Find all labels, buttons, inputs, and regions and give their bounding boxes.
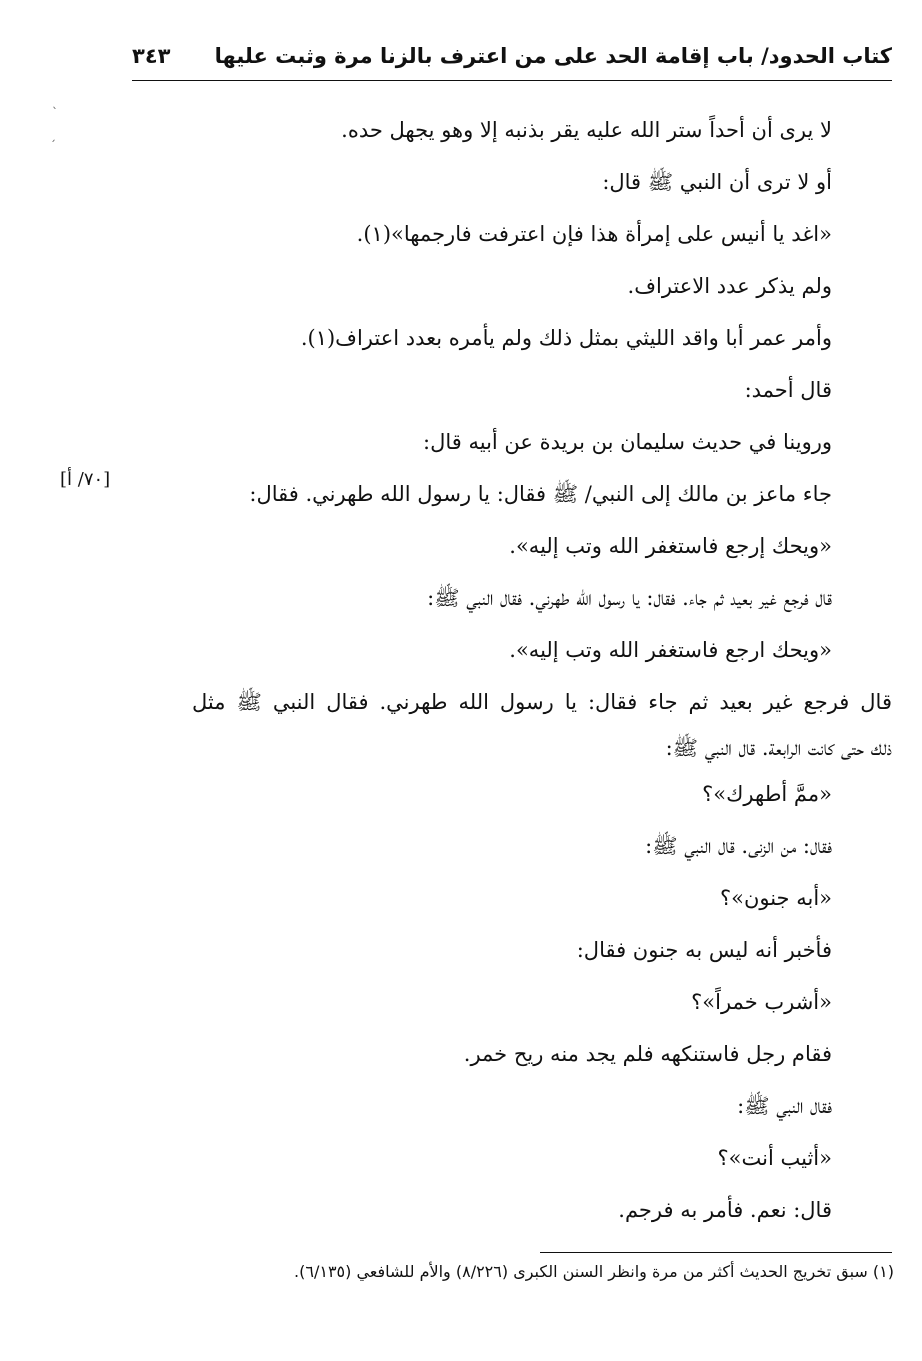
- margin-tick: ˏ: [50, 128, 56, 142]
- text-line: فقام رجل فاستنكهه فلم يجد منه ريح خمر.: [463, 1042, 832, 1066]
- text-line: جاء ماعز بن مالك إلى النبي/ ﷺ فقال: يا رسول الله طهرني. فقال:: [249, 482, 832, 506]
- text-line: قال: نعم. فأمر به فرجم.: [618, 1198, 832, 1222]
- text-line: أو لا ترى أن النبي ﷺ قال:: [602, 170, 832, 194]
- text-line: ذلك حتى كانت الرابعة. قال النبي ﷺ:: [665, 736, 892, 760]
- text-line: وروينا في حديث سليمان بن بريدة عن أبيه قال:: [423, 430, 832, 454]
- text-line: وأمر عمر أبا واقد الليثي بمثل ذلك ولم يأمره بعدد اعتراف(١).: [300, 326, 832, 350]
- text-line: «أشرب خمراً»؟: [691, 990, 832, 1014]
- text-line: «اغد يا أنيس على إمرأة هذا فإن اعترفت فارجمها»(١).: [356, 222, 832, 246]
- header-divider: [132, 80, 892, 81]
- page-number: ٣٤٣: [132, 44, 171, 68]
- margin-tick: ˎ: [52, 95, 58, 109]
- text-line: «أثيب أنت»؟: [717, 1146, 832, 1170]
- text-line: لا يرى أن أحداً ستر الله عليه يقر بذنبه إلا وهو يجهل حده.: [341, 118, 832, 142]
- text-line: «ويحك إرجع فاستغفر الله وتب إليه».: [509, 534, 832, 558]
- main-text: [132, 104, 892, 1236]
- text-line: فأخبر أنه ليس به جنون فقال:: [576, 938, 832, 962]
- chapter-title: كتاب الحدود/ باب إقامة الحد على من اعترف بالزنا مرة وثبت عليها: [214, 44, 892, 68]
- text-line: ولم يذكر عدد الاعتراف.: [627, 274, 832, 298]
- text-line: «ممَّ أطهرك»؟: [702, 782, 832, 806]
- running-header: [132, 40, 892, 76]
- text-line: قال فرجع غير بعيد ثم جاء فقال: يا رسول الله طهرني. فقال النبي ﷺ مثل: [192, 690, 892, 714]
- text-line: قال أحمد:: [744, 378, 832, 402]
- text-line: «أبه جنون»؟: [719, 886, 832, 910]
- text-line: فقال النبي ﷺ:: [737, 1094, 832, 1118]
- text-line: «ويحك ارجع فاستغفر الله وتب إليه».: [509, 638, 832, 662]
- footnote: (١) سبق تخريج الحديث أكثر من مرة وانظر السنن الكبرى (٨/٢٢٦) والأم للشافعي (٦/١٣٥).: [294, 1262, 894, 1281]
- folio-reference: [٧٠/ أ]: [60, 469, 111, 490]
- text-line: قال فرجع غير بعيد ثم جاء. فقال: يا رسول الله طهرني. فقال النبي ﷺ:: [427, 586, 832, 610]
- footnote-divider: [540, 1252, 892, 1253]
- text-line: فقال: من الزنى. قال النبي ﷺ:: [645, 834, 832, 858]
